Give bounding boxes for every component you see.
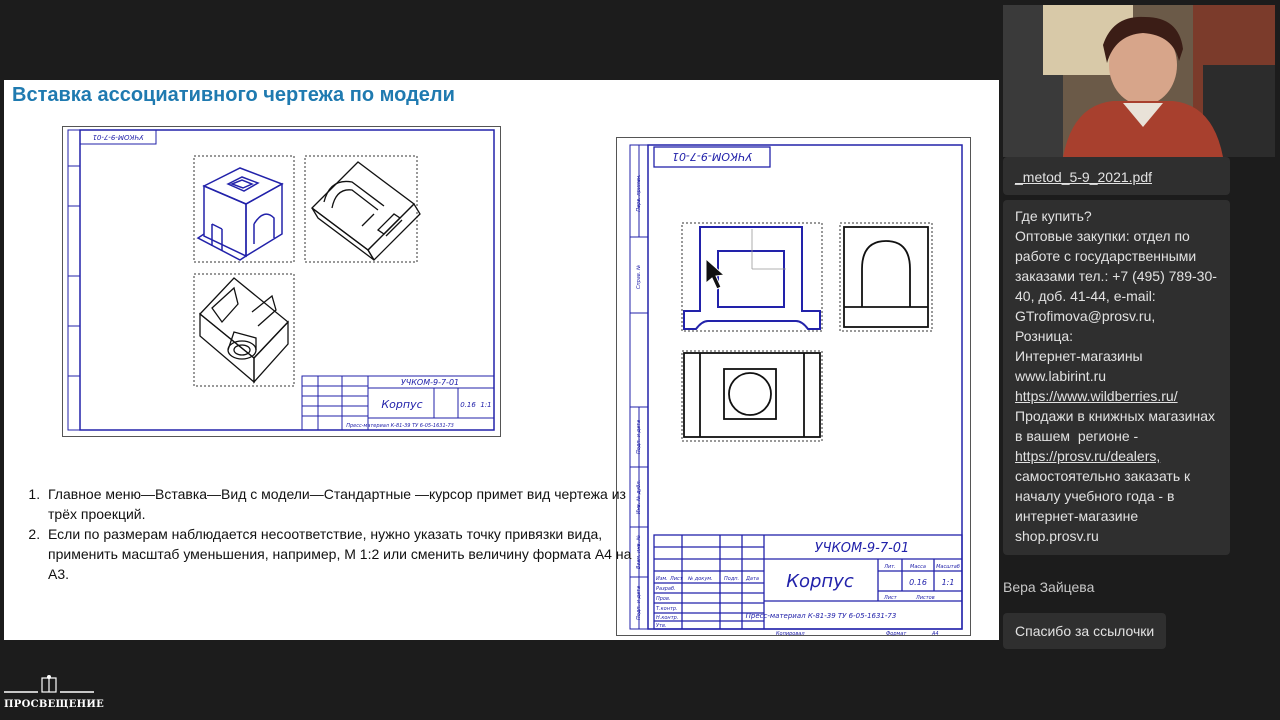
right-code-top: УЧКОМ-9-7-01 xyxy=(671,150,753,163)
left-part-name: Корпус xyxy=(381,398,423,411)
left-mass: 0.16 xyxy=(460,401,476,409)
message-line: самостоятельно заказать к началу учебного года - в интернет-магазине shop.prosv.ru xyxy=(1015,448,1195,544)
file-link[interactable]: _metod_5-9_2021.pdf xyxy=(1015,169,1152,185)
wildberries-link[interactable]: https://www.wildberries.ru/ xyxy=(1015,388,1178,404)
side-label-6: Подп. и дата xyxy=(636,585,642,621)
chat-message xyxy=(1003,200,1230,555)
sender-name: Вера Зайцева xyxy=(1003,579,1095,595)
left-drawing-sheet xyxy=(62,126,502,438)
right-drawing-sheet xyxy=(616,137,972,637)
logo-mark-icon xyxy=(4,674,94,696)
right-scale: 1:1 xyxy=(941,578,955,587)
chat-reply-message xyxy=(1003,613,1166,649)
right-row-label-doc: № докум. xyxy=(688,576,713,582)
chat-file-message xyxy=(1003,157,1230,195)
instruction-item: 1. Главное меню—Вставка—Вид с модели—Стандартные —курсор примет вид чертежа из трёх проекций. xyxy=(44,484,634,524)
right-col-mass: Масса xyxy=(910,564,926,570)
presentation-slide xyxy=(4,80,999,640)
message-line: Продажи в книжных магазинах в вашем регионе - xyxy=(1015,408,1223,444)
reply-text: Спасибо за ссылочки xyxy=(1015,623,1155,639)
left-code: УЧКОМ-9-7-01 xyxy=(400,378,460,387)
left-material: Пресс-материал К-81-39 ТУ 6-05-1631-73 xyxy=(346,423,454,429)
left-scale: 1:1 xyxy=(480,401,492,409)
right-sheet: Лист xyxy=(884,595,897,601)
left-code-top: УЧКОМ-9-7-01 xyxy=(92,133,144,141)
logo-text: ПРОСВЕЩЕНИЕ xyxy=(4,699,105,710)
dealers-link[interactable]: https://prosv.ru/dealers, xyxy=(1015,448,1161,464)
right-format: Формат xyxy=(886,631,907,637)
message-line: Интернет-магазины www.labirint.ru xyxy=(1015,348,1147,384)
message-line: Где купить? xyxy=(1015,208,1092,224)
right-row-label-prov: Пров. xyxy=(656,596,671,602)
right-part-name: Корпус xyxy=(786,571,854,592)
right-copied: Копировал xyxy=(776,631,805,637)
message-line: Розница: xyxy=(1015,328,1074,344)
slide-title: Вставка ассоциативного чертежа по модели xyxy=(12,84,455,106)
right-row-label-izm: Изм. xyxy=(656,576,668,582)
right-code: УЧКОМ-9-7-01 xyxy=(814,541,910,556)
right-row-label-sign: Подп. xyxy=(724,576,740,582)
right-row-label-utv: Утв. xyxy=(656,623,667,629)
side-label-2: Справ. № xyxy=(636,264,642,290)
message-text xyxy=(1015,406,1223,546)
message-line: Оптовые закупки: отдел по работе с государственными заказами тел.: +7 (495) 789-30-40, доб. 41-44, e-mail: GTrofimova@prosv.ru, xyxy=(1015,228,1217,324)
side-label-4: Инв. № дубл. xyxy=(636,479,642,515)
right-row-label-razrab: Разраб. xyxy=(656,586,676,592)
participant-video xyxy=(1003,5,1275,157)
right-format-value: А4 xyxy=(932,631,939,637)
right-material: Пресс-материал К-81-39 ТУ 6-05-1631-73 xyxy=(745,612,897,620)
right-row-label-nkontr: Н.контр. xyxy=(656,615,679,621)
right-mass: 0.16 xyxy=(909,578,927,587)
right-sheets: Листов xyxy=(916,595,935,601)
prosveshchenie-logo xyxy=(4,674,105,710)
side-label-3: Подп. и дата xyxy=(636,419,642,455)
right-col-scale: Масштаб xyxy=(936,564,960,570)
right-col-lit: Лит. xyxy=(884,564,896,570)
side-label-1: Перв. примен. xyxy=(636,174,642,212)
instructions-list xyxy=(18,484,634,584)
right-row-label-list: Лист xyxy=(670,576,683,582)
right-row-label-date: Дата xyxy=(746,576,759,582)
right-row-label-tkontr: Т.контр. xyxy=(656,606,678,612)
instruction-item: 2. Если по размерам наблюдается несоответствие, нужно указать точку привязки вида, применить масштаб уменьшения, например, М 1:2 или сменить величину формата А4 на А3. xyxy=(44,524,634,584)
side-label-5: Взам. инв. № xyxy=(636,535,642,569)
